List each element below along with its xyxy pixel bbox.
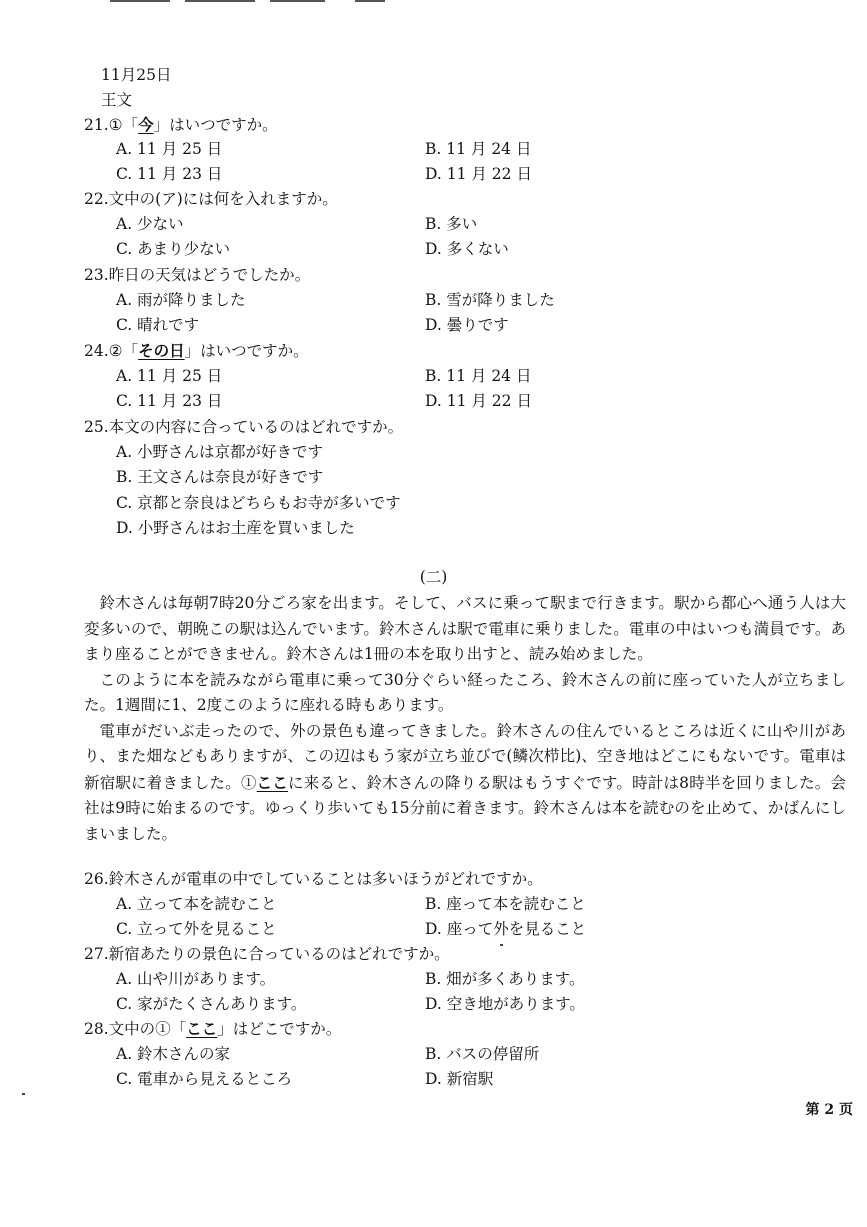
- q21-option-d[interactable]: D. 11 月 22 日: [425, 165, 532, 183]
- question-text: はいつですか。: [169, 116, 278, 134]
- q21-option-a[interactable]: A. 11 月 25 日: [116, 140, 223, 158]
- passage-paragraph-3: [84, 719, 846, 848]
- q26-option-b[interactable]: B. 座って本を読むこと: [425, 895, 586, 913]
- question-text: はいつですか。: [200, 342, 309, 360]
- question-24: [84, 340, 309, 362]
- question-26: [84, 868, 543, 890]
- q23-option-d[interactable]: D. 曇りです: [425, 316, 509, 334]
- reading-passage: [84, 591, 846, 847]
- question-27: [84, 943, 450, 965]
- q21-option-b[interactable]: B. 11 月 24 日: [425, 140, 532, 158]
- question-text: 昨日の天気はどうでしたか。: [108, 266, 311, 284]
- q22-option-d[interactable]: D. 多くない: [425, 240, 509, 258]
- q26-option-c[interactable]: C. 立って外を見ること: [116, 920, 277, 938]
- q25-option-a[interactable]: A. 小野さんは京都が好きです: [116, 443, 324, 461]
- q26-option-d[interactable]: D. 座って外を見ること: [425, 920, 587, 938]
- question-number: 24.: [84, 342, 109, 360]
- bracket-open: 「: [122, 116, 139, 134]
- q24-option-d[interactable]: D. 11 月 22 日: [425, 392, 532, 410]
- question-number: 23.: [84, 266, 109, 284]
- bracket-open: 「: [122, 342, 139, 360]
- bracket-close: 」: [153, 116, 170, 134]
- bracket-close: 」: [184, 342, 201, 360]
- question-25: [84, 416, 403, 438]
- q23-option-c[interactable]: C. 晴れです: [116, 316, 200, 334]
- q28-option-a[interactable]: A. 鈴木さんの家: [116, 1045, 231, 1063]
- target-word: ここ: [186, 1019, 218, 1038]
- passage-paragraph-1: 鈴木さんは毎朝7時20分ごろ家を出ます。そして、バスに乗って駅まで行きます。駅から都心へ通う人は大変多いので、朝晩この駅は込んでいます。鈴木さんは駅で電車に乗りました。電車の中はいつも満員です。あまり座ることができません。鈴木さんは1冊の本を取り出すと、読み始めました。: [84, 594, 846, 663]
- question-28: [84, 1018, 341, 1040]
- passage-target-word: ここ: [256, 772, 289, 792]
- question-number: 25.: [84, 418, 109, 436]
- circle-marker: ②: [108, 342, 123, 360]
- q25-option-b[interactable]: B. 王文さんは奈良が好きです: [116, 468, 324, 486]
- q28-option-c[interactable]: C. 電車から見えるところ: [116, 1070, 293, 1088]
- q27-option-a[interactable]: A. 山や川があります。: [116, 970, 276, 988]
- passage-paragraph-3-text-a: 電車がだいぶ走ったので、外の景色も違ってきました。鈴木さんの住んでいるところは近くに山や川があり、また畑などもありますが、この辺はもう家が立ち並びで(鳞次栉比)、空き地はどこにもないです。電車は新宿駅に着きました。: [84, 721, 846, 792]
- circle-marker: ①: [240, 773, 257, 792]
- question-text: 鈴木さんが電車の中でしていることは多いほうがどれですか。: [108, 870, 543, 888]
- target-word: その日: [138, 341, 185, 360]
- target-word: 今: [138, 115, 154, 134]
- question-text: 文中の(ア)には何を入れますか。: [108, 190, 338, 208]
- question-text-pre: 文中の: [108, 1020, 156, 1038]
- q28-option-d[interactable]: D. 新宿駅: [425, 1070, 494, 1088]
- q27-option-b[interactable]: B. 畑が多くあります。: [425, 970, 585, 988]
- question-text: 本文の内容に合っているのはどれですか。: [108, 418, 404, 436]
- passage-paragraph-2: このように本を読みながら電車に乗って30分ぐらい経ったころ、鈴木さんの前に座っていた人が立ちました。1週間に1、2度このように座れる時もあります。: [84, 670, 846, 714]
- circle-marker: ①: [155, 1020, 171, 1038]
- question-number: 28.: [84, 1020, 109, 1038]
- q28-option-b[interactable]: B. バスの停留所: [425, 1045, 540, 1063]
- q22-option-b[interactable]: B. 多い: [425, 215, 478, 233]
- letter-date: 11月25日: [101, 66, 172, 84]
- q27-option-d[interactable]: D. 空き地があります。: [425, 995, 585, 1013]
- question-text: はどこですか。: [232, 1020, 342, 1038]
- question-number: 22.: [84, 190, 109, 208]
- section-heading: (二): [419, 568, 448, 586]
- q27-option-c[interactable]: C. 家がたくさんあります。: [116, 995, 307, 1013]
- passage-paragraph-3-text-b: に来ると、鈴木さんの降りる駅はもうすぐです。時計は8時半を回りました。会社は9時に始まるのです。ゆっくり歩いても15分前に着きます。鈴木さんは本を読むのを止めて、かばんにしまいました。: [84, 773, 846, 843]
- q22-option-c[interactable]: C. あまり少ない: [116, 240, 231, 258]
- q26-option-a[interactable]: A. 立って本を読むこと: [116, 895, 277, 913]
- q23-option-b[interactable]: B. 雪が降りました: [425, 291, 555, 309]
- question-text: 新宿あたりの景色に合っているのはどれですか。: [108, 945, 450, 963]
- question-number: 27.: [84, 945, 109, 963]
- question-23: [84, 264, 310, 286]
- scan-speck: [500, 944, 503, 946]
- letter-signature: 王文: [101, 91, 133, 109]
- q24-option-c[interactable]: C. 11 月 23 日: [116, 392, 223, 410]
- question-number: 21.: [84, 116, 109, 134]
- question-21: [84, 114, 278, 136]
- q25-option-d[interactable]: D. 小野さんはお土産を買いました: [116, 519, 355, 537]
- scan-speck: [22, 1093, 25, 1095]
- q24-option-b[interactable]: B. 11 月 24 日: [425, 367, 532, 385]
- q25-option-c[interactable]: C. 京都と奈良はどちらもお寺が多いです: [116, 494, 401, 512]
- page-number: 第 2 页: [805, 1102, 853, 1118]
- q21-option-c[interactable]: C. 11 月 23 日: [116, 165, 223, 183]
- question-number: 26.: [84, 870, 109, 888]
- bracket-open: 「: [170, 1020, 187, 1038]
- scan-top-marks: [110, 0, 400, 4]
- q24-option-a[interactable]: A. 11 月 25 日: [116, 367, 223, 385]
- q22-option-a[interactable]: A. 少ない: [116, 215, 184, 233]
- question-22: [84, 188, 338, 210]
- circle-marker: ①: [108, 116, 123, 134]
- q23-option-a[interactable]: A. 雨が降りました: [116, 291, 246, 309]
- bracket-close: 」: [217, 1020, 233, 1038]
